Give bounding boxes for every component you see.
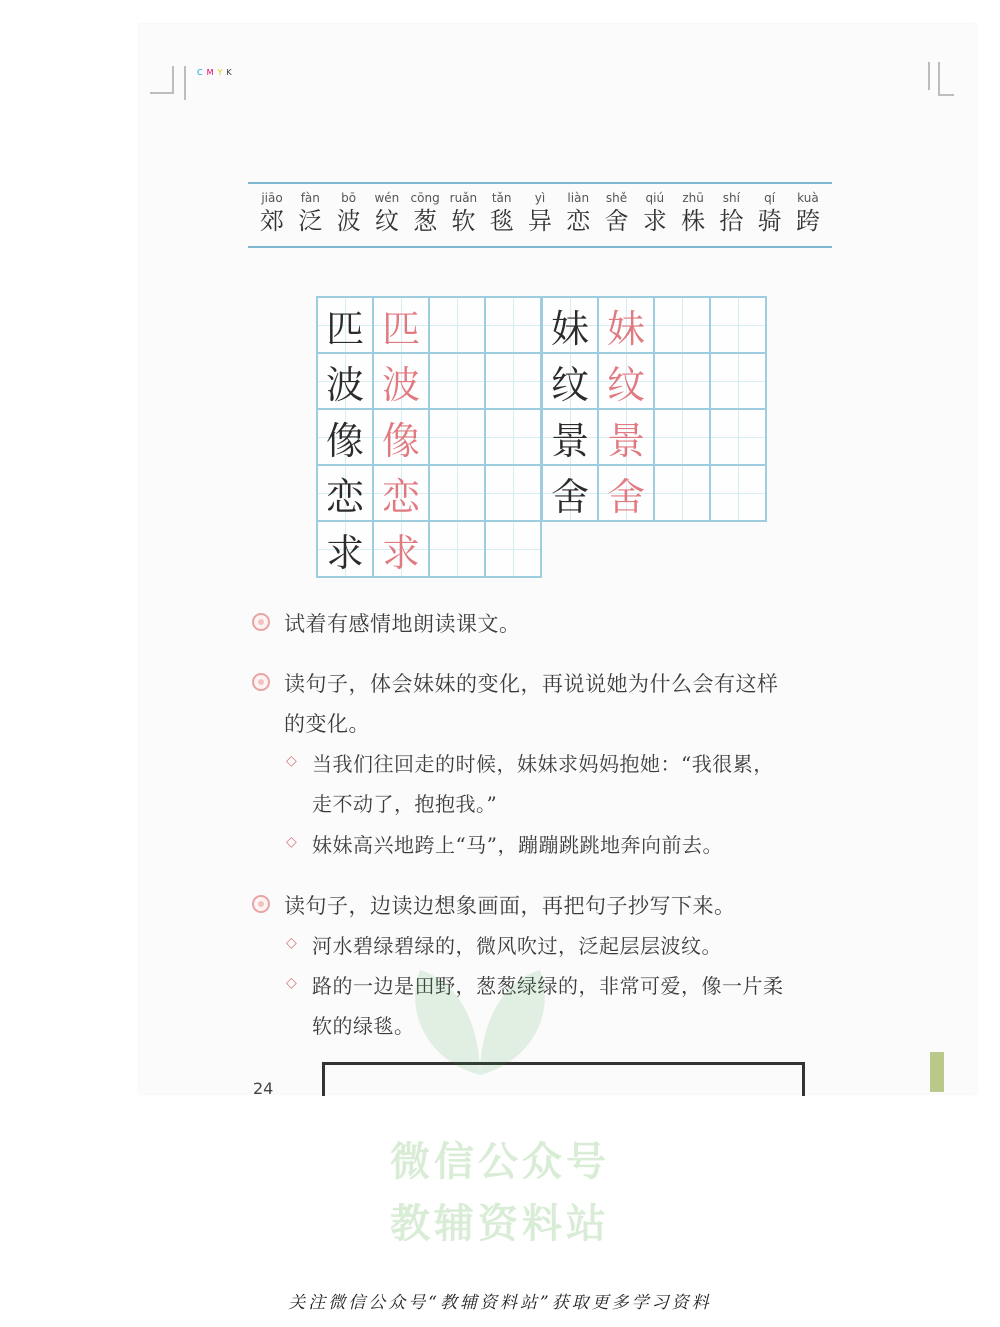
trace-character: 纹 bbox=[599, 354, 655, 410]
sentence-text-cont: 走不动了，抱抱我。” bbox=[312, 792, 498, 816]
practice-cell bbox=[430, 298, 486, 354]
vocab-character: 毯 bbox=[489, 207, 514, 235]
model-character: 景 bbox=[543, 410, 599, 466]
exercise-icon bbox=[252, 613, 270, 631]
vocab-character: 纹 bbox=[374, 207, 399, 235]
practice-cell bbox=[711, 466, 767, 522]
practice-cell bbox=[655, 354, 711, 410]
trace-character: 像 bbox=[374, 410, 430, 466]
writing-grid-right bbox=[541, 296, 767, 522]
model-character: 妹 bbox=[543, 298, 599, 354]
vocab-character: 恋 bbox=[566, 207, 591, 235]
pinyin-label: cōng bbox=[410, 191, 440, 205]
practice-cell bbox=[430, 522, 486, 578]
sentence-text: 当我们往回走的时候，妹妹求妈妈抱她：“我很累， bbox=[312, 752, 774, 776]
pinyin-label: kuà bbox=[797, 191, 819, 205]
practice-cell bbox=[430, 410, 486, 466]
vocab-character: 波 bbox=[336, 207, 361, 235]
vocab-character: 软 bbox=[451, 207, 476, 235]
pinyin-label: liàn bbox=[567, 191, 590, 205]
exercise-3-text: 读句子，边读边想象画面，再把句子抄写下来。 bbox=[284, 894, 736, 918]
crop-mark bbox=[938, 62, 940, 96]
vocab-item bbox=[752, 190, 788, 236]
vocab-item bbox=[560, 190, 596, 236]
model-character: 恋 bbox=[318, 466, 374, 522]
writing-grid-left bbox=[316, 296, 542, 578]
pinyin-label: jiāo bbox=[261, 191, 283, 205]
leaf-watermark-icon bbox=[385, 960, 575, 1080]
crop-mark bbox=[928, 62, 930, 90]
vocab-character: 求 bbox=[642, 207, 667, 235]
pinyin-label: tǎn bbox=[491, 191, 512, 205]
practice-cell bbox=[711, 298, 767, 354]
pinyin-label: bō bbox=[341, 191, 357, 205]
model-character: 纹 bbox=[543, 354, 599, 410]
exercise-2-text-cont: 的变化。 bbox=[284, 712, 370, 736]
page-tab-marker bbox=[930, 1052, 944, 1092]
diamond-bullet-icon: ◇ bbox=[286, 753, 297, 769]
vocab-item bbox=[254, 190, 290, 236]
trace-character: 波 bbox=[374, 354, 430, 410]
vocab-character: 郊 bbox=[260, 207, 284, 235]
practice-cell bbox=[430, 354, 486, 410]
trace-character: 求 bbox=[374, 522, 430, 578]
vocab-character: 葱 bbox=[413, 207, 438, 235]
watermark-line-1: 微信公众号 bbox=[390, 1139, 610, 1185]
crop-mark bbox=[172, 66, 174, 94]
sentence-text: 路的一边是田野，葱葱绿绿的，非常可爱，像一片柔 bbox=[312, 974, 784, 998]
vocab-item bbox=[484, 190, 520, 236]
exercise-icon bbox=[252, 673, 270, 691]
vocab-item bbox=[713, 190, 749, 236]
trace-character: 景 bbox=[599, 410, 655, 466]
watermark-line-2: 教辅资料站 bbox=[390, 1201, 610, 1247]
pinyin-label: qiú bbox=[645, 191, 665, 205]
diamond-bullet-icon: ◇ bbox=[286, 935, 297, 951]
diamond-bullet-icon: ◇ bbox=[286, 834, 297, 850]
cmyk-registration: CMYK bbox=[197, 68, 236, 77]
exercise-1-text: 试着有感情地朗读课文。 bbox=[284, 612, 521, 636]
practice-cell bbox=[655, 410, 711, 466]
pinyin-label: fàn bbox=[300, 191, 320, 205]
vocab-character: 骑 bbox=[757, 207, 782, 235]
pinyin-label: shě bbox=[605, 191, 628, 205]
pinyin-label: yì bbox=[534, 191, 546, 205]
sentence-text: 河水碧绿碧绿的，微风吹过，泛起层层波纹。 bbox=[312, 934, 722, 958]
vocab-character: 株 bbox=[681, 207, 706, 235]
vocab-item bbox=[407, 190, 443, 236]
crop-mark bbox=[184, 66, 186, 100]
model-character: 像 bbox=[318, 410, 374, 466]
vocab-item bbox=[292, 190, 328, 236]
model-character: 匹 bbox=[318, 298, 374, 354]
diamond-bullet-icon: ◇ bbox=[286, 975, 297, 991]
practice-cell bbox=[486, 298, 542, 354]
vocab-item bbox=[445, 190, 481, 236]
sentence-text: 妹妹高兴地跨上“马”，蹦蹦跳跳地奔向前去。 bbox=[312, 833, 723, 857]
trace-character: 恋 bbox=[374, 466, 430, 522]
model-character: 求 bbox=[318, 522, 374, 578]
vocab-item bbox=[790, 190, 826, 236]
footer-note: 关注微信公众号“教辅资料站”获取更多学习资料 bbox=[288, 1293, 712, 1313]
pinyin-label: ruǎn bbox=[449, 191, 478, 205]
vocabulary-strip bbox=[248, 182, 832, 248]
practice-cell bbox=[486, 522, 542, 578]
model-character: 波 bbox=[318, 354, 374, 410]
vocab-character: 泛 bbox=[298, 207, 323, 235]
practice-cell bbox=[711, 410, 767, 466]
practice-cell bbox=[486, 410, 542, 466]
vocab-character: 异 bbox=[527, 207, 552, 235]
vocab-item bbox=[331, 190, 367, 236]
crop-mark bbox=[938, 94, 954, 96]
vocab-item bbox=[369, 190, 405, 236]
trace-character: 匹 bbox=[374, 298, 430, 354]
vocab-character: 舍 bbox=[604, 207, 629, 235]
page-number: 24 bbox=[253, 1079, 274, 1098]
pinyin-label: wén bbox=[374, 191, 400, 205]
crop-mark bbox=[150, 92, 174, 94]
practice-cell bbox=[655, 466, 711, 522]
pinyin-label: shí bbox=[722, 191, 740, 205]
pinyin-label: zhū bbox=[682, 191, 704, 205]
trace-character: 妹 bbox=[599, 298, 655, 354]
model-character: 舍 bbox=[543, 466, 599, 522]
vocab-character: 跨 bbox=[795, 207, 820, 235]
practice-cell bbox=[711, 354, 767, 410]
exercise-icon bbox=[252, 895, 270, 913]
pinyin-label: qí bbox=[764, 191, 776, 205]
exercise-2-text: 读句子，体会妹妹的变化，再说说她为什么会有这样 bbox=[284, 672, 779, 696]
vocab-item bbox=[675, 190, 711, 236]
practice-cell bbox=[430, 466, 486, 522]
practice-cell bbox=[486, 354, 542, 410]
trace-character: 舍 bbox=[599, 466, 655, 522]
practice-cell bbox=[655, 298, 711, 354]
vocab-item bbox=[637, 190, 673, 236]
practice-cell bbox=[486, 466, 542, 522]
vocab-character: 拾 bbox=[719, 207, 744, 235]
vocab-item bbox=[599, 190, 635, 236]
vocab-item bbox=[522, 190, 558, 236]
sentence-text-cont: 软的绿毯。 bbox=[312, 1014, 415, 1038]
